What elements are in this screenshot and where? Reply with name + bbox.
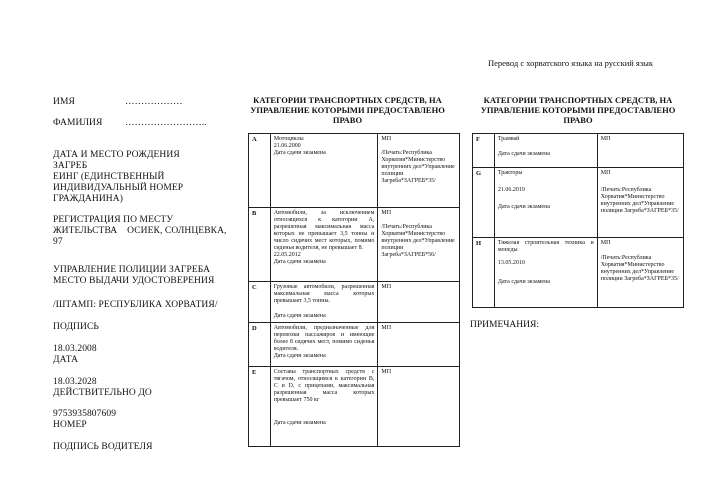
date-label: ДАТА — [53, 355, 79, 365]
category-letter: H — [473, 238, 495, 308]
stamp-text: /Печать:Республика Хорватия*Министерство внутренних дел*Управление полиции Загреба*ЗАГРЕБ*35/ — [600, 187, 679, 214]
category-letter: B — [249, 208, 271, 282]
stamp-note: /ШТАМП: РЕСПУБЛИКА ХОРВАТИЯ/ — [53, 300, 218, 310]
registration-address: РЕГИСТРАЦИЯ ПО МЕСТУ ЖИТЕЛЬСТВА ОСИЕК, СОЛНЦЕВКА, 97 — [53, 215, 229, 247]
category-description: Мотоциклы 21.06.2000 Дата сдачи экзамена — [270, 134, 378, 208]
signature-label: ПОДПИСЬ — [53, 322, 99, 332]
birth-city: ЗАГРЕБ — [53, 161, 88, 171]
category-row-f — [473, 134, 684, 168]
category-letter: F — [473, 134, 495, 168]
translation-note: Перевод с хорватского языка на русский язык — [488, 58, 654, 68]
stamp-cell — [378, 134, 460, 208]
mp-label: МП — [600, 136, 611, 142]
exam-label: Дата сдачи экзамена — [497, 279, 550, 285]
stamp-cell — [378, 323, 460, 367]
surname-row — [53, 118, 207, 129]
stamp-text: /Печать:Республика Хорватия*Министерство внутренних дел*Управление полиции Загреба*ЗАГРЕБ*35/ — [381, 150, 455, 184]
mp-label: МП — [600, 240, 611, 246]
stamp-cell — [378, 282, 460, 323]
name-row — [53, 97, 183, 108]
category-description: Грузовые автомобили, разрешенная максимальная масса которых превышает 3,5 тонны. Дата сдачи экзамена — [270, 282, 378, 323]
exam-label: Дата сдачи экзамена — [273, 313, 326, 319]
categories-table-middle — [248, 133, 460, 447]
category-description: Составы транспортных средств с тягачом, относящимся к категории В, С и D, с прицепами, максимальная разрешенная масса которых превышает 750 кг Дата сдачи экзамена — [270, 367, 378, 447]
surname-dots: …………………….. — [125, 118, 207, 128]
mp-label: МП — [600, 170, 611, 176]
category-row-d — [249, 323, 460, 367]
category-row-a — [249, 134, 460, 208]
category-letter: G — [473, 168, 495, 238]
exam-label: Дата сдачи экзамена — [497, 204, 550, 210]
surname-label: ФАМИЛИЯ — [53, 118, 103, 128]
categories-table-right — [472, 133, 684, 308]
categories-title-middle: КАТЕГОРИИ ТРАНСПОРТНЫХ СРЕДСТВ, НА УПРАВЛЕНИЕ КОТОРЫМИ ПРЕДОСТАВЛЕНО ПРАВО — [250, 95, 445, 125]
birth-date-place-label: ДАТА И МЕСТО РОЖДЕНИЯ — [53, 150, 180, 160]
category-row-c — [249, 282, 460, 323]
category-row-b — [249, 208, 460, 282]
categories-title-right: КАТЕГОРИИ ТРАНСПОРТНЫХ СРЕДСТВ, НА УПРАВЛЕНИЕ КОТОРЫМИ ПРЕДОСТАВЛЕНО ПРАВО — [480, 95, 676, 125]
valid-until-label: ДЕЙСТВИТЕЛЬНО ДО — [53, 388, 152, 398]
issuing-authority: УПРАВЛЕНИЕ ПОЛИЦИИ ЗАГРЕБА МЕСТО ВЫДАЧИ УДОСТОВЕРЕНИЯ — [53, 265, 215, 286]
mp-label: МП — [381, 325, 392, 331]
name-dots: ……………… — [125, 97, 183, 107]
mp-label: МП — [381, 210, 392, 216]
name-label: ИМЯ — [53, 97, 75, 107]
exam-date: 21.06.2019 — [497, 187, 525, 193]
category-description: Автомобили, за исключением относящихся к категории А, разрешенная максимальная масса которых не превышает 3,5 тонны и число сидячих мест которых, помимо сиденья водителя, не превышает 8. 22.05.2012 Дата сдачи экзамена — [270, 208, 378, 282]
einn-label: ЕИНГ (ЕДИНСТВЕННЫЙ ИНДИВИДУАЛЬНЫЙ НОМЕР ГРАЖДАНИНА) — [53, 172, 184, 204]
exam-label: Дата сдачи экзамена — [273, 420, 326, 426]
exam-date: 21.06.2000 — [273, 143, 301, 149]
category-letter: E — [249, 367, 271, 447]
category-letter: C — [249, 282, 271, 323]
exam-date: 22.05.2012 — [273, 252, 301, 258]
category-description: Автомобили, предназначенные для перевозки пассажиров и имеющие более 8 сидячих мест, помимо сиденья водителя. Дата сдачи экзамена — [270, 323, 378, 367]
category-row-h — [473, 238, 684, 308]
category-letter: D — [249, 323, 271, 367]
category-description: Тяжелая строительная техника и мопеды 13.05.2010 Дата сдачи экзамена — [494, 238, 597, 308]
notes-label: ПРИМЕЧАНИЯ: — [470, 320, 539, 330]
category-description: Тракторы 21.06.2019 Дата сдачи экзамена — [494, 168, 597, 238]
number-label: НОМЕР — [53, 420, 87, 430]
exam-label: Дата сдачи экзамена — [273, 259, 326, 265]
exam-label: Дата сдачи экзамена — [273, 150, 326, 156]
stamp-cell — [378, 208, 460, 282]
stamp-text: /Печать:Республика Хорватия*Министерство внутренних дел*Управление полиции Загреба*ЗАГРЕБ*56/ — [381, 224, 455, 258]
exam-date: 13.05.2010 — [497, 260, 525, 266]
license-number: 9753935807609 — [53, 409, 117, 419]
stamp-cell — [378, 367, 460, 447]
category-row-e — [249, 367, 460, 447]
category-description: Трамвай Дата сдачи экзамена — [494, 134, 597, 168]
stamp-text: /Печать:Республика Хорватия*Министерство внутренних дел*Управление полиции Загреба*ЗАГРЕБ*35/ — [600, 255, 679, 282]
exam-label: Дата сдачи экзамена — [273, 353, 326, 359]
category-row-g — [473, 168, 684, 238]
mp-label: МП — [381, 136, 392, 142]
valid-until-date: 18.03.2028 — [53, 377, 97, 387]
category-letter: A — [249, 134, 271, 208]
issue-date: 18.03.2008 — [53, 344, 97, 354]
mp-label: МП — [381, 284, 392, 290]
mp-label: МП — [381, 369, 392, 375]
exam-label: Дата сдачи экзамена — [497, 151, 550, 157]
driver-signature-label: ПОДПИСЬ ВОДИТЕЛЯ — [53, 442, 153, 452]
stamp-cell — [597, 168, 683, 238]
stamp-cell — [597, 134, 683, 168]
stamp-cell — [597, 238, 683, 308]
